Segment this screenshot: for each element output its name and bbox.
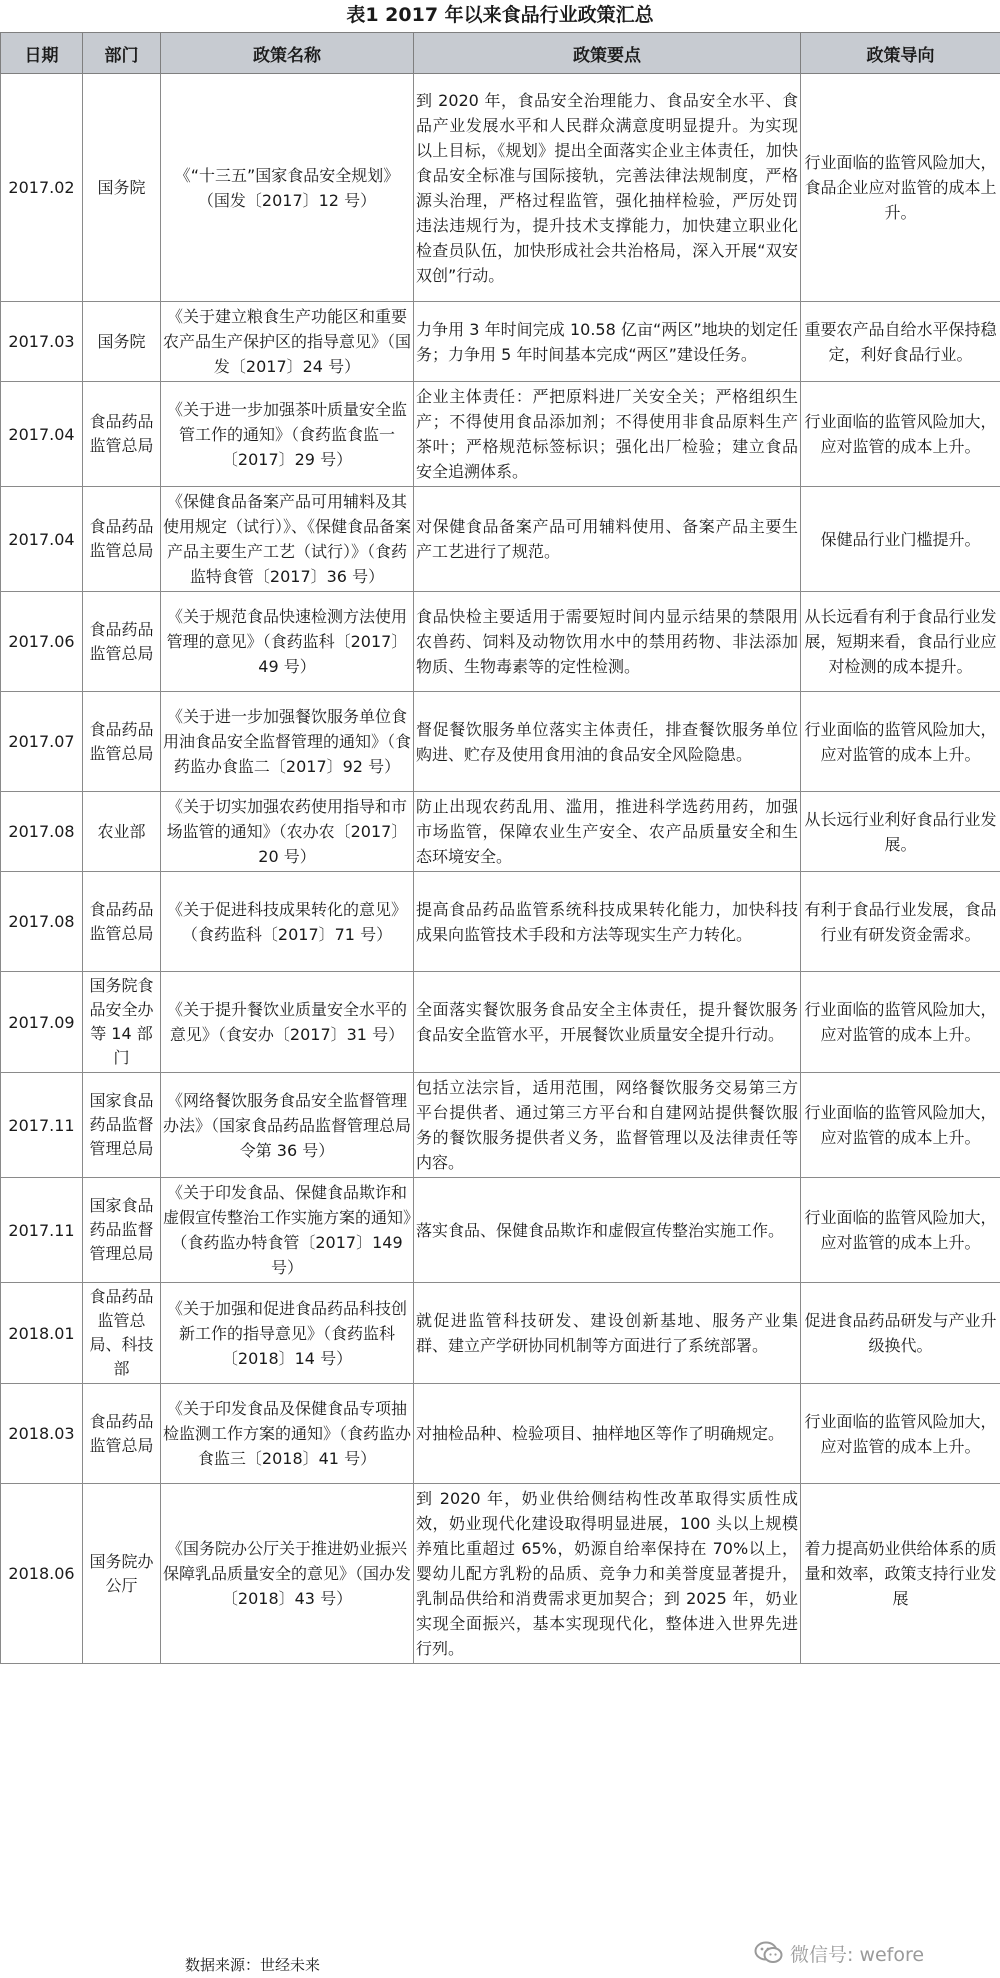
cell-department: 食品药品监管总局 [83, 692, 161, 792]
policy-table [0, 32, 1000, 1664]
cell-policy-points: 就促进监管科技研发、建设创新基地、服务产业集群、建立产学研协同机制等方面进行了系统部署。 [414, 1283, 801, 1384]
cell-policy-points: 包括立法宗旨，适用范围，网络餐饮服务交易第三方平台提供者、通过第三方平台和自建网站提供餐饮服务的餐饮服务提供者义务，监督管理以及法律责任等内容。 [414, 1073, 801, 1178]
cell-policy-direction: 行业面临的监管风险加大，应对监管的成本上升。 [801, 972, 1000, 1073]
cell-policy-points: 到 2020 年，食品安全治理能力、食品安全水平、食品产业发展水平和人民群众满意度明显提升。为实现以上目标，《规划》提出全面落实企业主体责任，加快食品安全标准与国际接轨，完善法律法规制度，严格源头治理，严格过程监管，强化抽样检验，严厉处罚违法违规行为，提升技术支撑能力，加快建立职业化检查员队伍，加快形成社会共治格局，深入开展“双安双创”行动。 [414, 74, 801, 302]
cell-department: 国务院办公厅 [83, 1484, 161, 1664]
table-row [1, 1384, 1000, 1484]
cell-department: 食品药品监管总局、科技部 [83, 1283, 161, 1384]
cell-department: 食品药品监管总局 [83, 382, 161, 487]
cell-policy-direction: 促进食品药品研发与产业升级换代。 [801, 1283, 1000, 1384]
cell-policy-direction: 行业面临的监管风险加大，应对监管的成本上升。 [801, 1073, 1000, 1178]
cell-date: 2017.04 [1, 487, 83, 592]
header-policy-name: 政策名称 [161, 33, 414, 74]
cell-policy-name: 《关于印发食品及保健食品专项抽检监测工作方案的通知》（食药监办食监三〔2018〕41 号） [161, 1384, 414, 1484]
cell-policy-name: 《“十三五”国家食品安全规划》（国发〔2017〕12 号） [161, 74, 414, 302]
cell-date: 2017.11 [1, 1178, 83, 1283]
cell-policy-name: 《关于印发食品、保健食品欺诈和虚假宣传整治工作实施方案的通知》（食药监办特食管〔2017〕149 号） [161, 1178, 414, 1283]
cell-date: 2017.09 [1, 972, 83, 1073]
cell-policy-direction: 行业面临的监管风险加大，应对监管的成本上升。 [801, 692, 1000, 792]
cell-policy-points: 全面落实餐饮服务食品安全主体责任，提升餐饮服务食品安全监管水平，开展餐饮业质量安全提升行动。 [414, 972, 801, 1073]
cell-policy-name: 《关于建立粮食生产功能区和重要农产品生产保护区的指导意见》（国发〔2017〕24 号） [161, 302, 414, 382]
cell-policy-direction: 行业面临的监管风险加大，应对监管的成本上升。 [801, 382, 1000, 487]
cell-department: 食品药品监管总局 [83, 592, 161, 692]
cell-date: 2017.11 [1, 1073, 83, 1178]
wechat-watermark [754, 1935, 994, 1971]
header-department: 部门 [83, 33, 161, 74]
cell-policy-name: 《保健食品备案产品可用辅料及其使用规定（试行）》、《保健食品备案产品主要生产工艺（试行）》（食药监特食管〔2017〕36 号） [161, 487, 414, 592]
cell-date: 2017.04 [1, 382, 83, 487]
table-row [1, 692, 1000, 792]
cell-department: 食品药品监管总局 [83, 1384, 161, 1484]
cell-date: 2017.08 [1, 792, 83, 872]
table-row [1, 74, 1000, 302]
cell-policy-points: 对抽检品种、检验项目、抽样地区等作了明确规定。 [414, 1384, 801, 1484]
cell-policy-name: 《关于进一步加强茶叶质量安全监管工作的通知》（食药监食监一〔2017〕29 号） [161, 382, 414, 487]
cell-date: 2018.03 [1, 1384, 83, 1484]
cell-department: 食品药品监管总局 [83, 872, 161, 972]
table-row [1, 1073, 1000, 1178]
header-date: 日期 [1, 33, 83, 74]
cell-policy-name: 《关于加强和促进食品药品科技创新工作的指导意见》（食药监科〔2018〕14 号） [161, 1283, 414, 1384]
table-row [1, 872, 1000, 972]
cell-department: 国务院 [83, 302, 161, 382]
table-row [1, 382, 1000, 487]
cell-policy-name: 《关于规范食品快速检测方法使用管理的意见》（食药监科〔2017〕49 号） [161, 592, 414, 692]
cell-date: 2018.06 [1, 1484, 83, 1664]
cell-policy-direction: 着力提高奶业供给体系的质量和效率，政策支持行业发展 [801, 1484, 1000, 1664]
cell-policy-name: 《国务院办公厅关于推进奶业振兴保障乳品质量安全的意见》（国办发〔2018〕43 号） [161, 1484, 414, 1664]
header-policy-direction: 政策导向 [801, 33, 1000, 74]
cell-policy-direction: 行业面临的监管风险加大，应对监管的成本上升。 [801, 1178, 1000, 1283]
cell-policy-direction: 从长远行业利好食品行业发展。 [801, 792, 1000, 872]
cell-policy-name: 《网络餐饮服务食品安全监督管理办法》（国家食品药品监督管理总局令第 36 号） [161, 1073, 414, 1178]
cell-department: 农业部 [83, 792, 161, 872]
table-row [1, 972, 1000, 1073]
cell-department: 国家食品药品监督管理总局 [83, 1073, 161, 1178]
cell-policy-name: 《关于提升餐饮业质量安全水平的意见》（食安办〔2017〕31 号） [161, 972, 414, 1073]
table-row [1, 1178, 1000, 1283]
table-row [1, 1283, 1000, 1384]
cell-policy-direction: 从长远看有利于食品行业发展，短期来看，食品行业应对检测的成本提升。 [801, 592, 1000, 692]
cell-policy-name: 《关于促进科技成果转化的意见》（食药监科〔2017〕71 号） [161, 872, 414, 972]
cell-policy-points: 防止出现农药乱用、滥用，推进科学选药用药，加强市场监管，保障农业生产安全、农产品质量安全和生态环境安全。 [414, 792, 801, 872]
cell-date: 2017.06 [1, 592, 83, 692]
cell-policy-points: 督促餐饮服务单位落实主体责任，排查餐饮服务单位购进、贮存及使用食用油的食品安全风险隐患。 [414, 692, 801, 792]
table-row [1, 792, 1000, 872]
cell-policy-direction: 有利于食品行业发展，食品行业有研发资金需求。 [801, 872, 1000, 972]
cell-date: 2018.01 [1, 1283, 83, 1384]
cell-policy-points: 对保健食品备案产品可用辅料使用、备案产品主要生产工艺进行了规范。 [414, 487, 801, 592]
cell-date: 2017.08 [1, 872, 83, 972]
cell-policy-direction: 重要农产品自给水平保持稳定，利好食品行业。 [801, 302, 1000, 382]
cell-policy-name: 《关于切实加强农药使用指导和市场监管的通知》（农办农〔2017〕20 号） [161, 792, 414, 872]
cell-policy-direction: 保健品行业门槛提升。 [801, 487, 1000, 592]
cell-policy-points: 提高食品药品监管系统科技成果转化能力，加快科技成果向监管技术手段和方法等现实生产力转化。 [414, 872, 801, 972]
cell-department: 国务院食品安全办等 14 部门 [83, 972, 161, 1073]
cell-policy-direction: 行业面临的监管风险加大，食品企业应对监管的成本上升。 [801, 74, 1000, 302]
table-title: 表1 2017 年以来食品行业政策汇总 [346, 4, 654, 26]
cell-policy-points: 企业主体责任：严把原料进厂关安全关；严格组织生产；不得使用食品添加剂；不得使用非食品原料生产茶叶；严格规范标签标识；强化出厂检验；建立食品安全追溯体系。 [414, 382, 801, 487]
header-policy-points: 政策要点 [414, 33, 801, 74]
watermark-text: 微信号: wefore [790, 1943, 925, 1966]
table-row [1, 1484, 1000, 1664]
table-row [1, 487, 1000, 592]
table-row [1, 302, 1000, 382]
cell-policy-points: 落实食品、保健食品欺诈和虚假宣传整治实施工作。 [414, 1178, 801, 1283]
cell-policy-direction: 行业面临的监管风险加大，应对监管的成本上升。 [801, 1384, 1000, 1484]
cell-department: 国务院 [83, 74, 161, 302]
cell-department: 食品药品监管总局 [83, 487, 161, 592]
cell-policy-points: 力争用 3 年时间完成 10.58 亿亩“两区”地块的划定任务；力争用 5 年时间基本完成“两区”建设任务。 [414, 302, 801, 382]
cell-policy-name: 《关于进一步加强餐饮服务单位食用油食品安全监督管理的通知》（食药监办食监二〔2017〕92 号） [161, 692, 414, 792]
data-source: 数据来源：世经未来 [185, 1956, 321, 1974]
table-row [1, 592, 1000, 692]
cell-policy-points: 到 2020 年，奶业供给侧结构性改革取得实质性成效，奶业现代化建设取得明显进展，100 头以上规模养殖比重超过 65%，奶源自给率保持在 70%以上，婴幼儿配方乳粉的品质、竞争力和美誉度显著提升，乳制品供给和消费需求更加契合；到 2025 年，奶业实现全面振兴，基本实现现代化，整体进入世界先进行列。 [414, 1484, 801, 1664]
cell-date: 2017.07 [1, 692, 83, 792]
wechat-icon [754, 1940, 784, 1966]
cell-date: 2017.02 [1, 74, 83, 302]
cell-department: 国家食品药品监督管理总局 [83, 1178, 161, 1283]
cell-date: 2017.03 [1, 302, 83, 382]
header-row [1, 33, 1000, 74]
cell-policy-points: 食品快检主要适用于需要短时间内显示结果的禁限用农兽药、饲料及动物饮用水中的禁用药物、非法添加物质、生物毒素等的定性检测。 [414, 592, 801, 692]
